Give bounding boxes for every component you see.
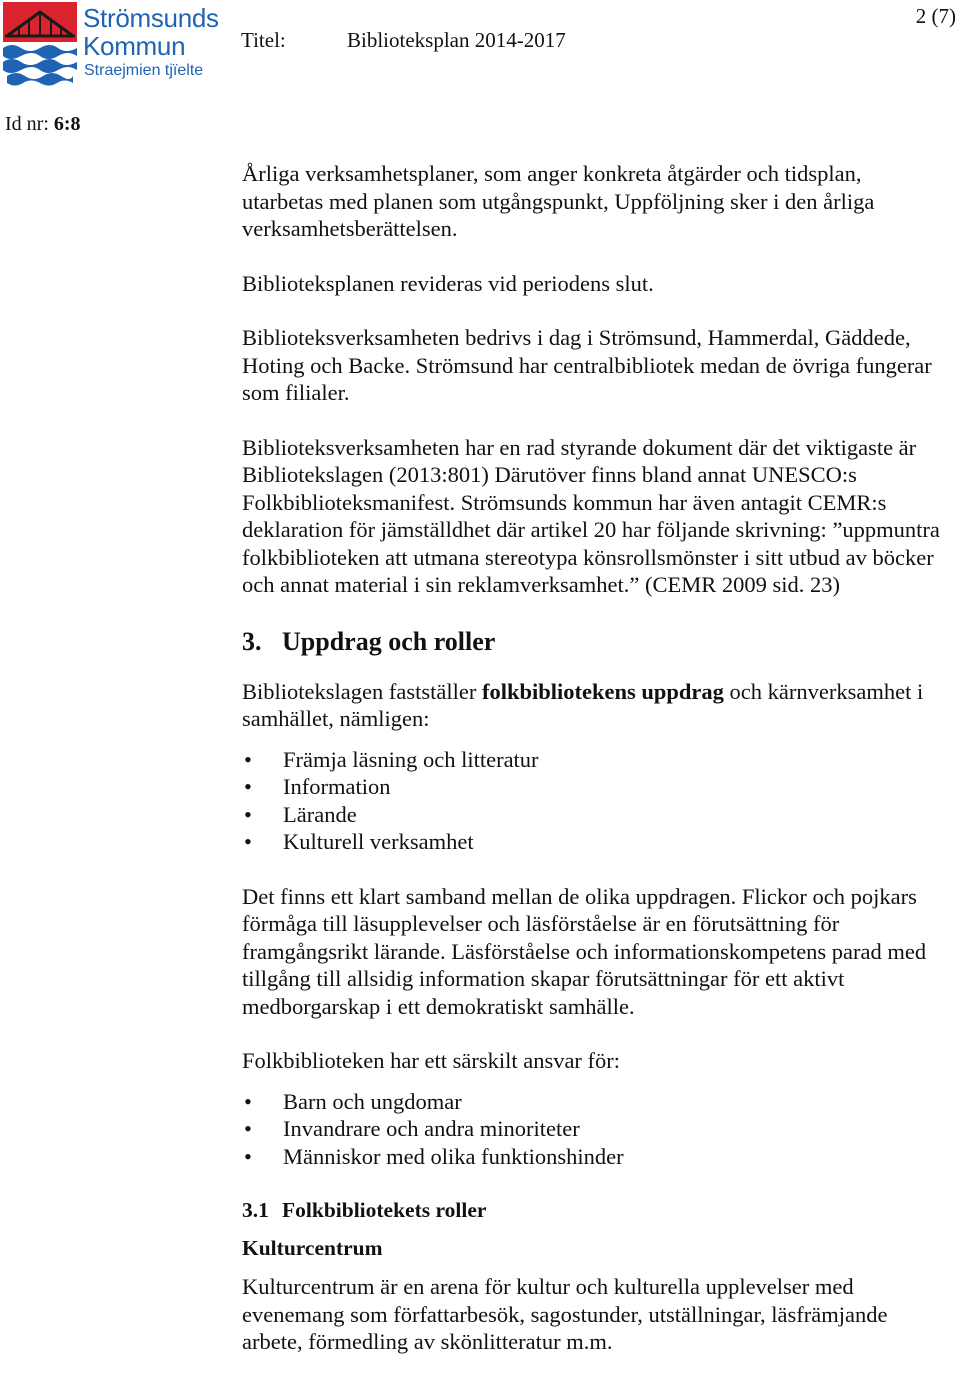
paragraph-plans: Årliga verksamhetsplaner, som anger konkreta åtgärder och tidsplan, utarbetas med planen som utgångspunkt, Uppföljning sker i den årliga verksamhetsberättelsen. (242, 161, 875, 241)
document-body (242, 160, 944, 1383)
section-title: Folkbibliotekets roller (282, 1198, 487, 1222)
document-title: Biblioteksplan 2014-2017 (347, 28, 566, 52)
emphasis-text: folkbibliotekens uppdrag (481, 678, 724, 704)
paragraph-special-responsibility: Folkbiblioteken har ett särskilt ansvar för: (242, 1048, 621, 1073)
list-item: • Information (242, 773, 944, 801)
paragraph-library-law (242, 678, 944, 733)
page-number: 2 (7) (915, 4, 956, 28)
core-mission-list (242, 746, 944, 856)
logo-line-3: Straejmien tjïelte (84, 62, 204, 79)
paragraph-kulturcentrum: Kulturcentrum är en arena för kultur och kulturella upplevelser med evenemang som författarbesök, sagostunder, utställningar, läsfrämjande arbete, förmedling av skönlitteratur m.m. (242, 1274, 888, 1354)
text-segment: och kärnverksamhet i samhället, nämligen: (242, 678, 924, 731)
paragraph-locations: Biblioteksverksamheten bedrivs i dag i Strömsund, Hammerdal, Gäddede, Hoting och Backe. Strömsund har centralbibliotek medan de övriga fungerar som filialer. (242, 325, 932, 405)
priority-groups-list (242, 1088, 944, 1171)
list-item: • Människor med olika funktionshinder (242, 1143, 944, 1171)
section-number: 3.1 (242, 1198, 269, 1222)
id-label: Id nr: (5, 113, 49, 135)
document-id (5, 113, 81, 136)
paragraph-governing-documents: Biblioteksverksamheten har en rad styrande dokument där det viktigaste är Bibliotekslagen (2013:801) Därutöver finns bland annat UNESCO:s Folkbiblioteksmanifest. Strömsunds kommun har även antagit CEMR:s deklaration för jämställdhet där artikel 20 har följande skrivning: ”uppmuntra folkbiblioteken att utmana stereotypa könsrollsmönster i sitt utbud av böcker och annat material i sin reklamverksamhet.” (CEMR 2009 sid. 23) (242, 434, 940, 597)
list-item: • Lärande (242, 801, 944, 829)
section-heading-3-1 (242, 1197, 944, 1224)
title-label: Titel: (241, 28, 286, 52)
list-item: • Invandrare och andra minoriteter (242, 1115, 944, 1143)
text-segment: Bibliotekslagen fastställer (242, 678, 482, 704)
municipality-logo (3, 2, 218, 90)
list-item: • Barn och ungdomar (242, 1088, 944, 1116)
paragraph-revision: Biblioteksplanen revideras vid periodens slut. (242, 270, 654, 296)
section-number: 3. (242, 626, 262, 656)
section-title: Uppdrag och roller (282, 626, 496, 656)
subheading-kulturcentrum: Kulturcentrum (242, 1236, 383, 1260)
section-heading-3 (242, 626, 944, 658)
paragraph-missions-link: Det finns ett klart samband mellan de olika uppdragen. Flickor och pojkars förmåga till läsupplevelser och läsförståelse är en förutsättning för framgångsrikt lärande. Läsförståelse och informationskompetens parad med tillgång till allsidig information skapar förutsättningar för ett aktivt medborgarskap i ett demokratiskt samhälle. (242, 883, 927, 1019)
bridge-waves-icon (3, 2, 77, 90)
logo-line-2: Kommun (83, 31, 186, 61)
logo-line-1: Strömsunds (83, 3, 219, 33)
list-item: • Främja läsning och litteratur (242, 746, 944, 774)
id-value: 6:8 (53, 113, 81, 135)
list-item: • Kulturell verksamhet (242, 828, 944, 856)
